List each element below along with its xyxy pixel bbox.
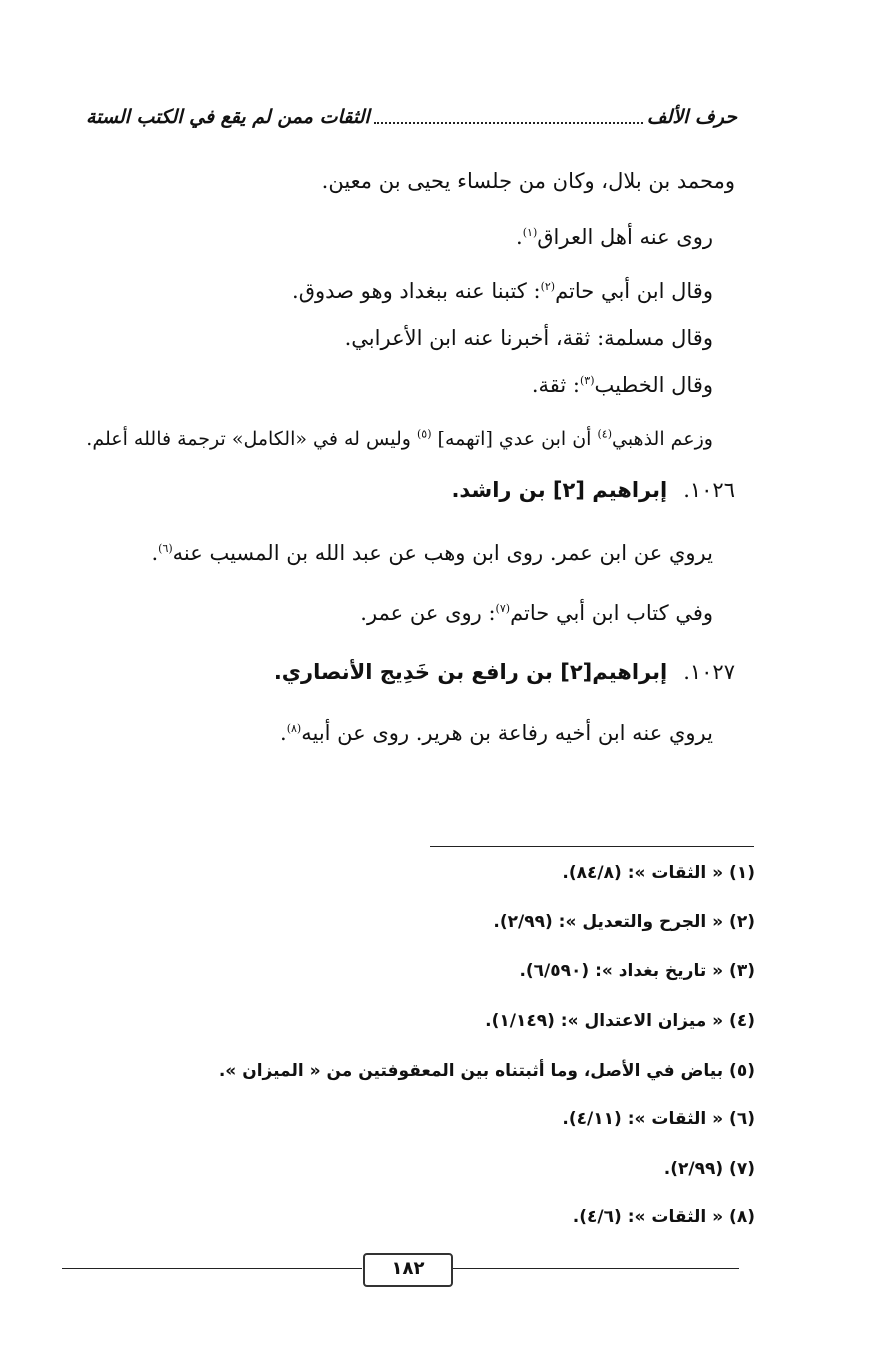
body-text: : روى عن عمر.: [360, 601, 496, 625]
footnote-marker: (١): [522, 226, 538, 239]
footnote-5: (٥) بياض في الأصل، وما أثبتناه بين المعقوفتين من « الميزان ».: [218, 1061, 755, 1081]
entry-number: ١٠٢٧.: [683, 660, 735, 684]
header-chapter: حرف الألف: [646, 106, 737, 128]
footnote-marker: (٦): [158, 542, 173, 555]
body-text: وفي كتاب ابن أبي حاتم: [510, 601, 713, 625]
body-text: روى عنه أهل العراق: [537, 225, 713, 249]
footer-rule-right: [449, 1268, 739, 1269]
entry-number: ١٠٢٦.: [683, 478, 735, 502]
footnote-marker: (٣): [580, 374, 595, 387]
footnote-3: (٣) « تاريخ بغداد »: (٦/٥٩٠).: [519, 961, 755, 981]
header-book-title: الثقات ممن لم يقع في الكتب الستة: [86, 106, 370, 128]
body-text: يروي عن ابن عمر. روى ابن وهب عن عبد الله بن المسيب عنه: [172, 541, 713, 565]
footnote-marker: (٧): [495, 602, 511, 615]
footnote-marker: (٢): [540, 280, 556, 293]
body-text: .: [516, 225, 523, 249]
body-line: [292, 276, 713, 306]
footnote-4: (٤) « ميزان الاعتدال »: (١/١٤٩).: [485, 1011, 755, 1031]
footnote-separator: [430, 846, 754, 847]
running-header: [86, 100, 737, 134]
body-text: وقال ابن أبي حاتم: [555, 279, 713, 303]
entry-heading-1027: [274, 656, 735, 688]
body-line: [151, 538, 713, 568]
body-text: وليس له في «الكامل» ترجمة فالله أعلم.: [86, 428, 417, 450]
body-text: وقال الخطيب: [594, 373, 713, 397]
footnote-marker: (٤): [597, 427, 612, 441]
footer-rule-left: [62, 1268, 362, 1269]
body-line: [86, 424, 713, 454]
entry-heading-1026: [451, 474, 735, 506]
body-line-continuation: ومحمد بن بلال، وكان من جلساء يحيى بن معين.: [321, 169, 735, 193]
body-line: [280, 718, 713, 748]
body-text: يروي عنه ابن أخيه رفاعة بن هرير. روى عن أبيه: [301, 721, 713, 745]
body-text: .: [151, 541, 159, 565]
footnote-8: (٨) « الثقات »: (٤/٦).: [572, 1207, 755, 1227]
footnote-marker: (٥): [416, 427, 432, 441]
header-dot-leader: [374, 110, 643, 124]
body-line: [360, 598, 713, 628]
body-text: : كتبنا عنه ببغداد وهو صدوق.: [292, 279, 541, 303]
entry-title: إبراهيم[٢] بن رافع بن خَدِيج الأنصاري.: [273, 660, 668, 684]
body-text: : ثقة.: [531, 373, 580, 397]
footnote-7: (٧) (٢/٩٩).: [663, 1159, 755, 1179]
entry-title: إبراهيم [٢] بن راشد.: [451, 478, 668, 502]
footnote-2: (٢) « الجرح والتعديل »: (٢/٩٩).: [493, 912, 755, 932]
footnote-6: (٦) « الثقات »: (٤/١١).: [562, 1109, 755, 1129]
footnote-1: (١) « الثقات »: (٨٤/٨).: [562, 863, 755, 883]
body-text: أن ابن عدي [اتهمه]: [431, 428, 598, 450]
page-number: ١٨٢: [363, 1253, 453, 1287]
footnote-marker: (٨): [286, 722, 302, 735]
body-line: وقال مسلمة: ثقة، أخبرنا عنه ابن الأعرابي.: [344, 326, 713, 350]
body-line: [516, 222, 713, 252]
body-text: وزعم الذهبي: [611, 428, 713, 450]
body-line: [532, 370, 713, 400]
body-text: .: [280, 721, 287, 745]
